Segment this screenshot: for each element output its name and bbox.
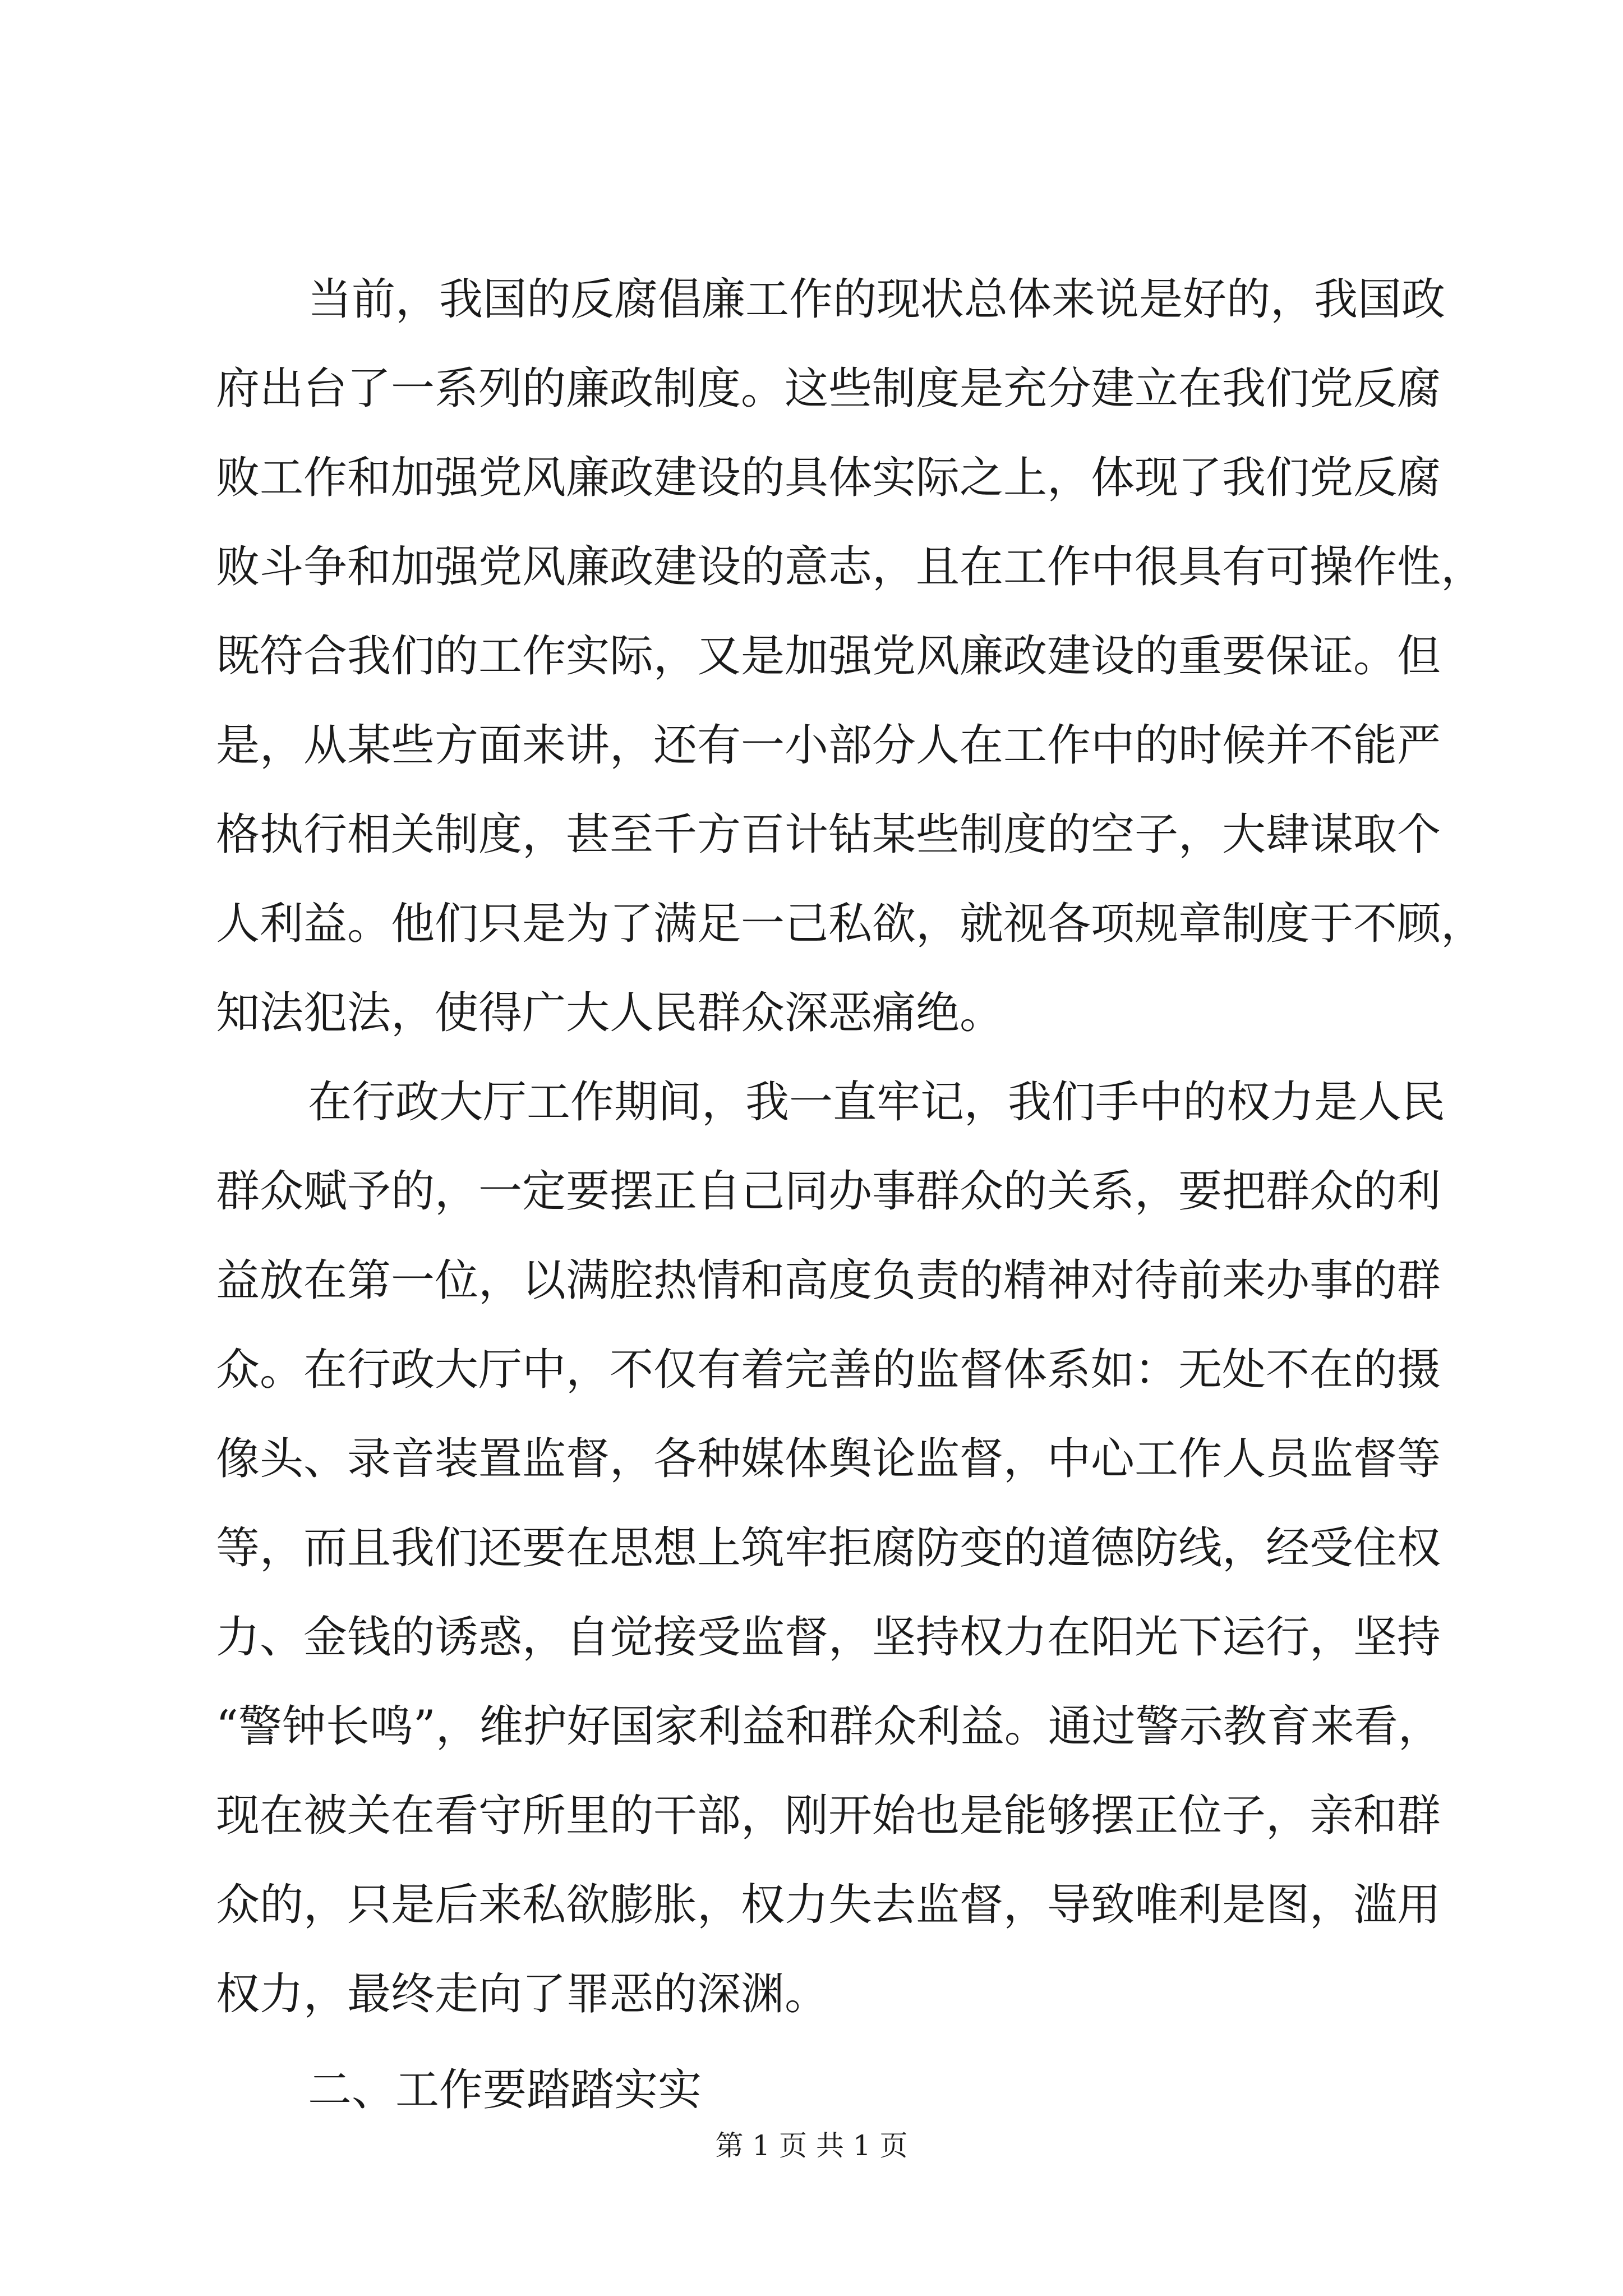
text-line: 在行政大厅工作期间，我一直牢记，我们手中的权力是人民 [308,1077,1446,1128]
text-line: 益放在第一位，以满腔热情和高度负责的精神对待前来办事的群 [216,1255,1441,1306]
text-line: 现在被关在看守所里的干部，刚开始也是能够摆正位子，亲和群 [216,1791,1441,1841]
text-line: 既符合我们的工作实际，又是加强党风廉政建设的重要保证。但 [216,631,1441,682]
heading-text: 二、工作要踏踏实实 [308,2065,702,2115]
text-line: 当前，我国的反腐倡廉工作的现状总体来说是好的，我国政 [308,274,1446,325]
paragraph [216,1058,1446,2039]
text-line: “警钟长鸣”，维护好国家利益和群众利益。通过警示教育来看， [216,1701,1442,1752]
text-line: 像头、录音装置监督，各种媒体舆论监督，中心工作人员监督等 [216,1434,1441,1484]
text-line: 权力，最终走向了罪恶的深渊。 [216,1969,829,2019]
page-footer [0,2126,1623,2165]
text-line: 众。在行政大厅中，不仅有着完善的监督体系如：无处不在的摄 [216,1345,1441,1395]
text-line: 格执行相关制度，甚至千方百计钻某些制度的空子，大肆谋取个 [216,809,1441,860]
text-line: 人利益。他们只是为了满足一己私欲，就视各项规章制度于不顾， [216,899,1485,949]
text-line: 府出台了一系列的廉政制度。这些制度是充分建立在我们党反腐 [216,364,1441,414]
paragraph [216,255,1485,1058]
text-line: 等，而且我们还要在思想上筑牢拒腐防变的道德防线，经受住权 [216,1523,1441,1573]
text-line: 是，从某些方面来讲，还有一小部分人在工作中的时候并不能严 [216,720,1441,771]
text-line: 众的，只是后来私欲膨胀，权力失去监督，导致唯利是图，滥用 [216,1880,1441,1930]
text-line: 知法犯法，使得广大人民群众深恶痛绝。 [216,988,1004,1038]
document-body [216,255,1485,2135]
text-line: 败斗争和加强党风廉政建设的意志，且在工作中很具有可操作性， [216,542,1485,592]
page-number-label: 第 1 页 共 1 页 [715,2129,908,2162]
text-line: 力、金钱的诱惑，自觉接受监督，坚持权力在阳光下运行，坚持 [216,1612,1441,1663]
text-line: 群众赋予的，一定要摆正自己同办事群众的关系，要把群众的利 [216,1166,1441,1217]
paragraph-gap [216,2039,1416,2046]
section-heading [216,2046,1416,2135]
text-line: 败工作和加强党风廉政建设的具体实际之上，体现了我们党反腐 [216,453,1441,503]
